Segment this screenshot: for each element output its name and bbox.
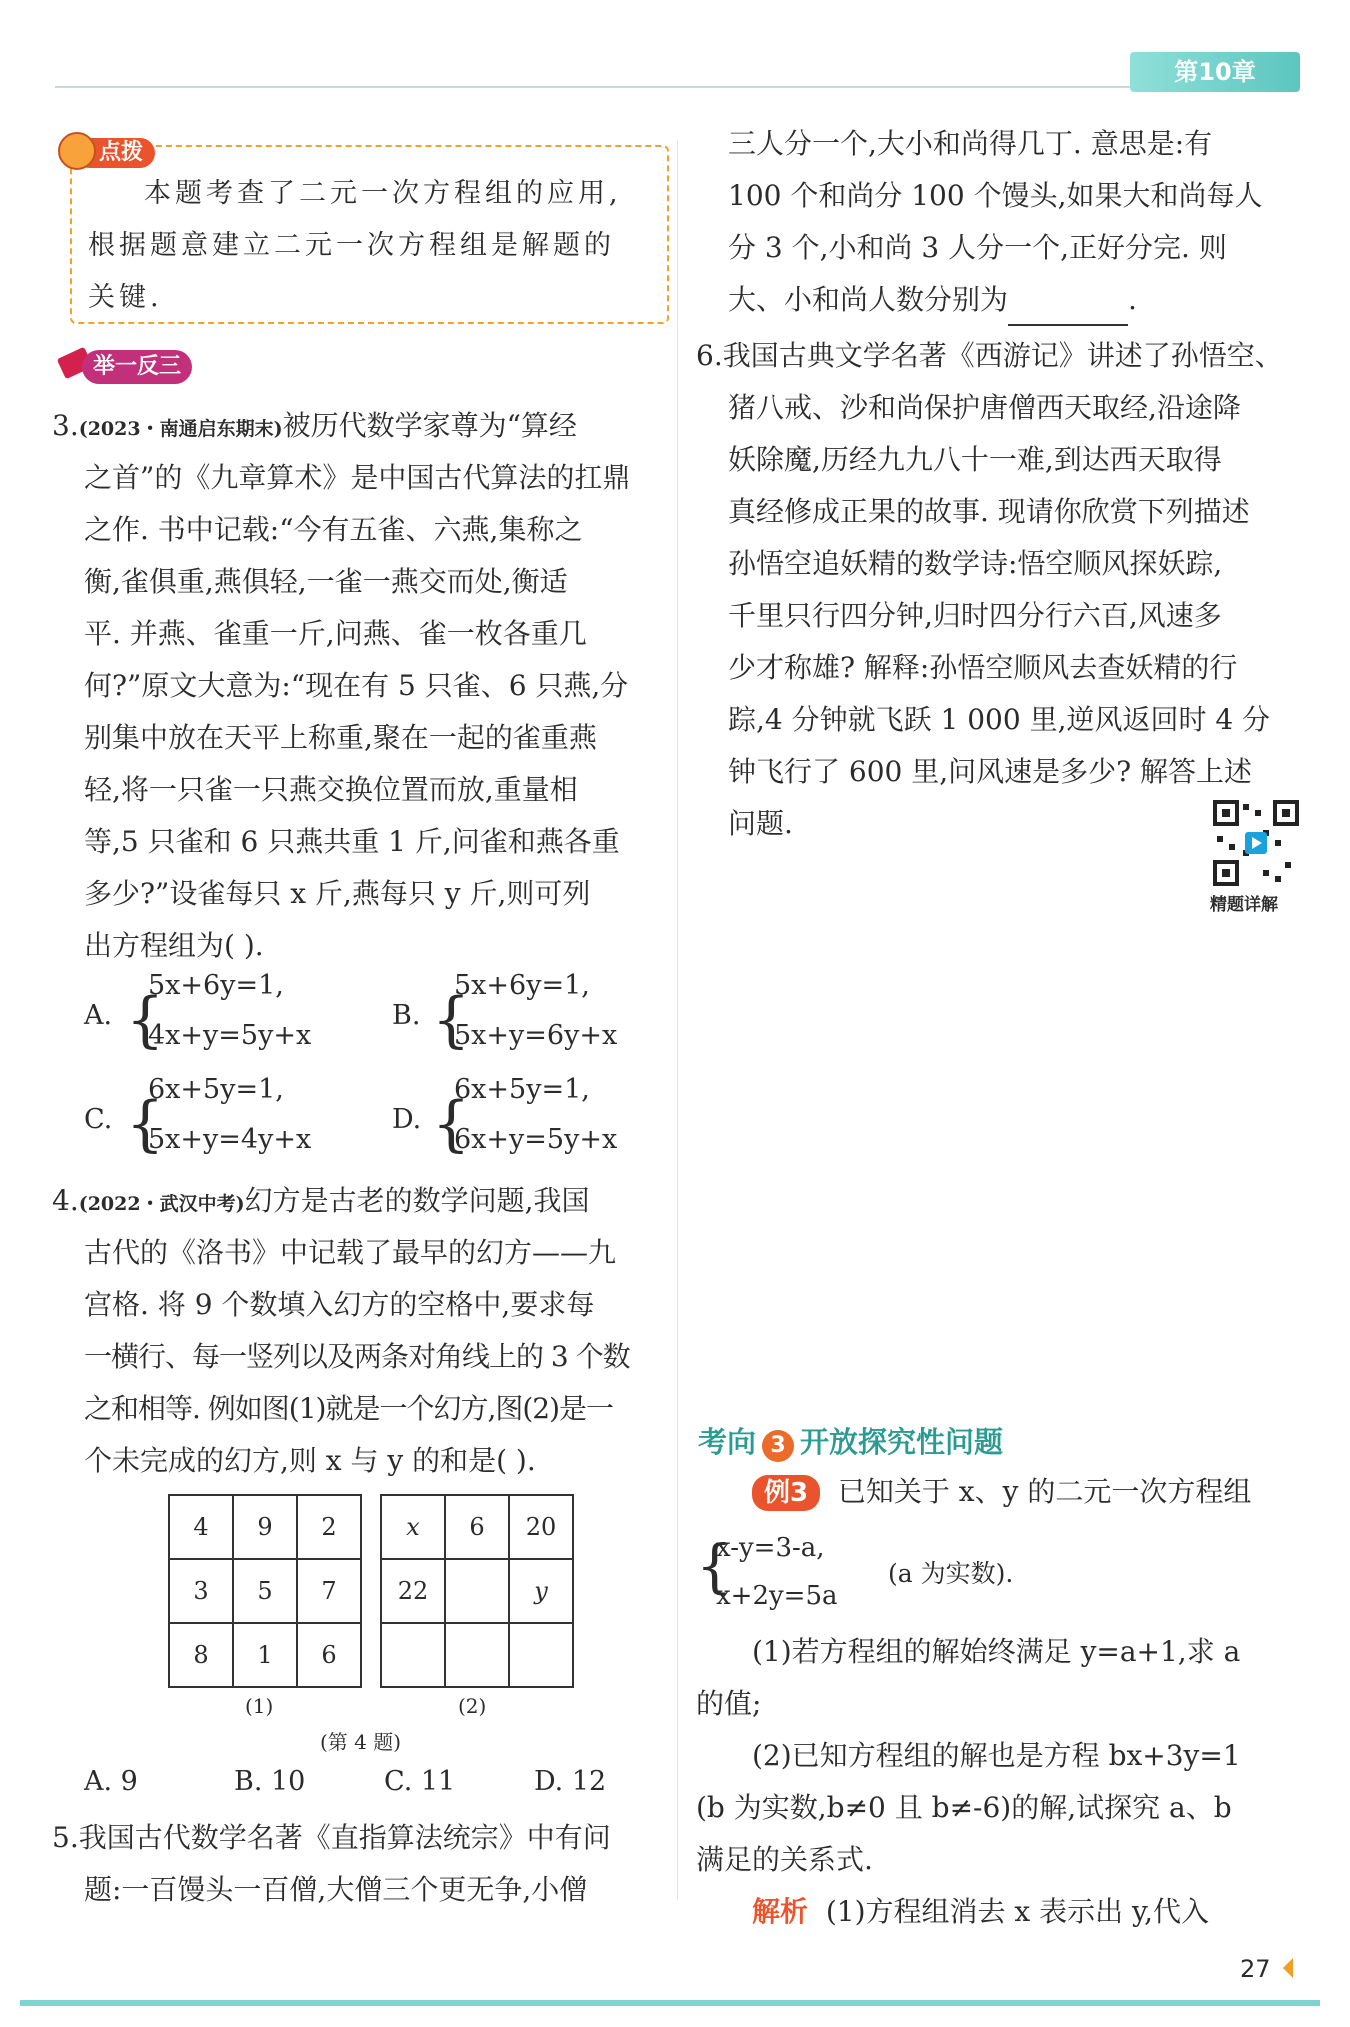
question-line: 别集中放在天平上称重,聚在一起的雀重燕 [84, 721, 597, 754]
figure-caption: (2) [458, 1694, 487, 1718]
example-eq2: x+2y=5a [716, 1581, 838, 1611]
example-part1-line: 的值; [696, 1687, 762, 1720]
grid-cell [445, 1559, 509, 1623]
tip-line: 关键. [88, 282, 163, 313]
question-line: 踪,4 分钟就飞跃 1 000 里,逆风返回时 4 分 [728, 703, 1271, 736]
option-d-label: D. [392, 1104, 422, 1135]
question-line: 之和相等. 例如图(1)就是一个幻方,图(2)是一 [84, 1392, 614, 1425]
option-a-label: A. [84, 1000, 113, 1031]
grid-row [381, 1559, 573, 1623]
tip-line: 根据题意建立二元一次方程组是解题的 [88, 230, 615, 261]
grid-cell: 6 [445, 1495, 509, 1559]
grid-cell: 1 [233, 1623, 297, 1687]
question-line: 问题. [728, 807, 793, 840]
question-line: 钟飞行了 600 里,问风速是多少? 解答上述 [728, 755, 1253, 788]
question-line: 分 3 个,小和尚 3 人分一个,正好分完. 则 [728, 231, 1227, 264]
practice-badge-label: 举一反三 [82, 350, 192, 384]
grid-cell: 6 [297, 1623, 361, 1687]
tip-label-text: 点拨 [75, 138, 155, 168]
tip-label [55, 128, 155, 168]
question-5-continued: 三人分一个,大小和尚得几丁. 意思是:有 100 个和尚分 100 个馒头,如果大和尚每人 分 3 个,小和尚 3 人分一个,正好分完. 则 大、小和尚人数分别为 . [728, 118, 1298, 328]
grid-row [169, 1559, 361, 1623]
brace-icon: { [126, 985, 165, 1055]
example-tag: 例3 [752, 1475, 820, 1511]
brace-icon: { [432, 985, 471, 1055]
grid-cell: y [509, 1559, 573, 1623]
question-line: 千里只行四分钟,归时四分行六百,风速多 [728, 599, 1222, 632]
question-4 [52, 1175, 672, 1495]
question-line: 出方程组为( ). [84, 929, 264, 962]
grid-cell: x [381, 1495, 445, 1559]
grid-cell [381, 1623, 445, 1687]
question-number: 4. [52, 1184, 79, 1217]
section-number: 3 [762, 1430, 794, 1462]
analysis-label: 解析 [752, 1895, 809, 1928]
question-line: 等,5 只雀和 6 只燕共重 1 斤,问雀和燕各重 [84, 825, 620, 858]
question-line: 个未完成的幻方,则 x 与 y 的和是( ). [84, 1444, 536, 1477]
grid-cell: 9 [233, 1495, 297, 1559]
option-d: D. 12 [534, 1766, 607, 1797]
question-6 [696, 330, 1300, 850]
option-d-eq1: 6x+5y=1, [454, 1074, 590, 1105]
brace-icon: { [126, 1089, 165, 1159]
mascot-icon [58, 132, 96, 170]
figure-caption: (1) [245, 1694, 274, 1718]
grid-row [169, 1495, 361, 1559]
option-c-eq1: 6x+5y=1, [148, 1074, 284, 1105]
magic-square-1 [168, 1494, 362, 1688]
question-line: 猪八戒、沙和尚保护唐僧西天取经,沿途降 [728, 391, 1241, 424]
question-line: 少才称雄? 解释:孙悟空顺风去查妖精的行 [728, 651, 1238, 684]
question-line: 之首”的《九章算术》是中国古代算法的扛鼎 [84, 461, 631, 494]
question-line: 衡,雀俱重,燕俱轻,一雀一燕交而处,衡适 [84, 565, 568, 598]
question-5 [52, 1812, 672, 1922]
question-line: 我国古典文学名著《西游记》讲述了孙悟空、 [722, 339, 1283, 372]
qr-caption: 精题详解 [1210, 895, 1278, 915]
example-part2-line: (b 为实数,b≠0 且 b≠-6)的解,试探究 a、b [696, 1791, 1232, 1824]
qr-code-icon[interactable] [1213, 800, 1299, 886]
grid-cell: 8 [169, 1623, 233, 1687]
question-line: 多少?”设雀每只 x 斤,燕每只 y 斤,则可列 [84, 877, 591, 910]
question-3-options [84, 970, 674, 1170]
question-source: (2023・南通启东期末) [78, 418, 283, 440]
question-line: 宫格. 将 9 个数填入幻方的空格中,要求每 [84, 1288, 595, 1321]
question-line: 平. 并燕、雀重一斤,问燕、雀一枚各重几 [84, 617, 587, 650]
question-line: 古代的《洛书》中记载了最早的幻方——九 [84, 1236, 617, 1269]
brace-icon: { [432, 1089, 471, 1159]
example-eq1: x-y=3-a, [716, 1533, 825, 1563]
grid-cell: 3 [169, 1559, 233, 1623]
example-part2-line: (2)已知方程组的解也是方程 bx+3y=1 [752, 1739, 1241, 1772]
grid-cell: 22 [381, 1559, 445, 1623]
magic-square-2 [380, 1494, 574, 1688]
question-line: 孙悟空追妖精的数学诗:悟空顺风探妖踪, [728, 547, 1223, 580]
grid-cell: 5 [233, 1559, 297, 1623]
chapter-tab: 第10章 [1130, 52, 1300, 92]
grid-row [381, 1623, 573, 1687]
question-line: 之作. 书中记载:“今有五雀、六燕,集称之 [84, 513, 583, 546]
question-line: 妖除魔,历经九九八十一难,到达西天取得 [728, 443, 1222, 476]
grid-cell: 7 [297, 1559, 361, 1623]
question-line: 幻方是古老的数学问题,我国 [244, 1184, 590, 1217]
question-number: 5. [52, 1821, 79, 1854]
option-a-eq2: 4x+y=5y+x [148, 1020, 312, 1051]
page-number: 27 [1240, 1955, 1271, 1983]
section-title-text: 开放探究性问题 [800, 1425, 1004, 1459]
footer-bar [20, 2000, 1320, 2006]
option-c-label: C. [84, 1104, 113, 1135]
section-title [698, 1420, 1003, 1462]
page-arrow-icon [1283, 1958, 1293, 1978]
grid-row [169, 1623, 361, 1687]
figure-title: (第 4 题) [320, 1730, 402, 1754]
question-line: 轻,将一只雀一只燕交换位置而放,重量相 [84, 773, 578, 806]
question-line: 我国古代数学名著《直指算法统宗》中有问 [78, 1821, 611, 1854]
grid-cell [509, 1623, 573, 1687]
grid-cell: 4 [169, 1495, 233, 1559]
section-prefix: 考向 [698, 1425, 757, 1459]
question-line: 题:一百馒头一百僧,大僧三个更无争,小僧 [84, 1873, 588, 1906]
example-eq-note: (a 为实数). [888, 1559, 1014, 1588]
option-b: B. 10 [234, 1766, 306, 1797]
option-a: A. 9 [84, 1766, 138, 1797]
header-rule [55, 86, 1295, 88]
option-b-eq2: 5x+y=6y+x [454, 1020, 618, 1051]
question-line: 被历代数学家尊为“算经 [282, 409, 577, 442]
grid-cell [445, 1623, 509, 1687]
option-a-eq1: 5x+6y=1, [148, 970, 284, 1001]
question-line: 真经修成正果的故事. 现请你欣赏下列描述 [728, 495, 1250, 528]
brace-icon: { [696, 1532, 733, 1600]
option-c: C. 11 [384, 1766, 456, 1797]
question-line: 一横行、每一竖列以及两条对角线上的 3 个数 [84, 1340, 630, 1373]
tip-line: 本题考查了二元一次方程组的应用, [144, 178, 622, 209]
grid-cell: 2 [297, 1495, 361, 1559]
option-d-eq2: 6x+y=5y+x [454, 1124, 618, 1155]
answer-blank [1008, 294, 1128, 326]
question-4-options [84, 1766, 664, 1806]
column-divider [677, 140, 678, 1900]
question-source: (2022・武汉中考) [78, 1193, 245, 1215]
question-line: 何?”原文大意为:“现在有 5 只雀、6 只燕,分 [84, 669, 629, 702]
question-line: 100 个和尚分 100 个馒头,如果大和尚每人 [728, 179, 1263, 212]
option-c-eq2: 5x+y=4y+x [148, 1124, 312, 1155]
example-part2-line: 满足的关系式. [696, 1843, 873, 1876]
grid-cell: 20 [509, 1495, 573, 1559]
analysis-text: (1)方程组消去 x 表示出 y,代入 [825, 1895, 1209, 1928]
example-3 [696, 1466, 1300, 1946]
example-intro: 已知关于 x、y 的二元一次方程组 [837, 1475, 1252, 1508]
option-b-eq1: 5x+6y=1, [454, 970, 590, 1001]
grid-row [381, 1495, 573, 1559]
tip-text [88, 168, 648, 324]
question-number: 6. [696, 339, 723, 372]
question-number: 3. [52, 409, 79, 442]
option-b-label: B. [392, 1000, 421, 1031]
question-line: 三人分一个,大小和尚得几丁. 意思是:有 [728, 127, 1213, 160]
example-part1-line: (1)若方程组的解始终满足 y=a+1,求 a [752, 1635, 1241, 1668]
question-3 [52, 400, 672, 960]
question-line: 大、小和尚人数分别为 [728, 283, 1009, 316]
